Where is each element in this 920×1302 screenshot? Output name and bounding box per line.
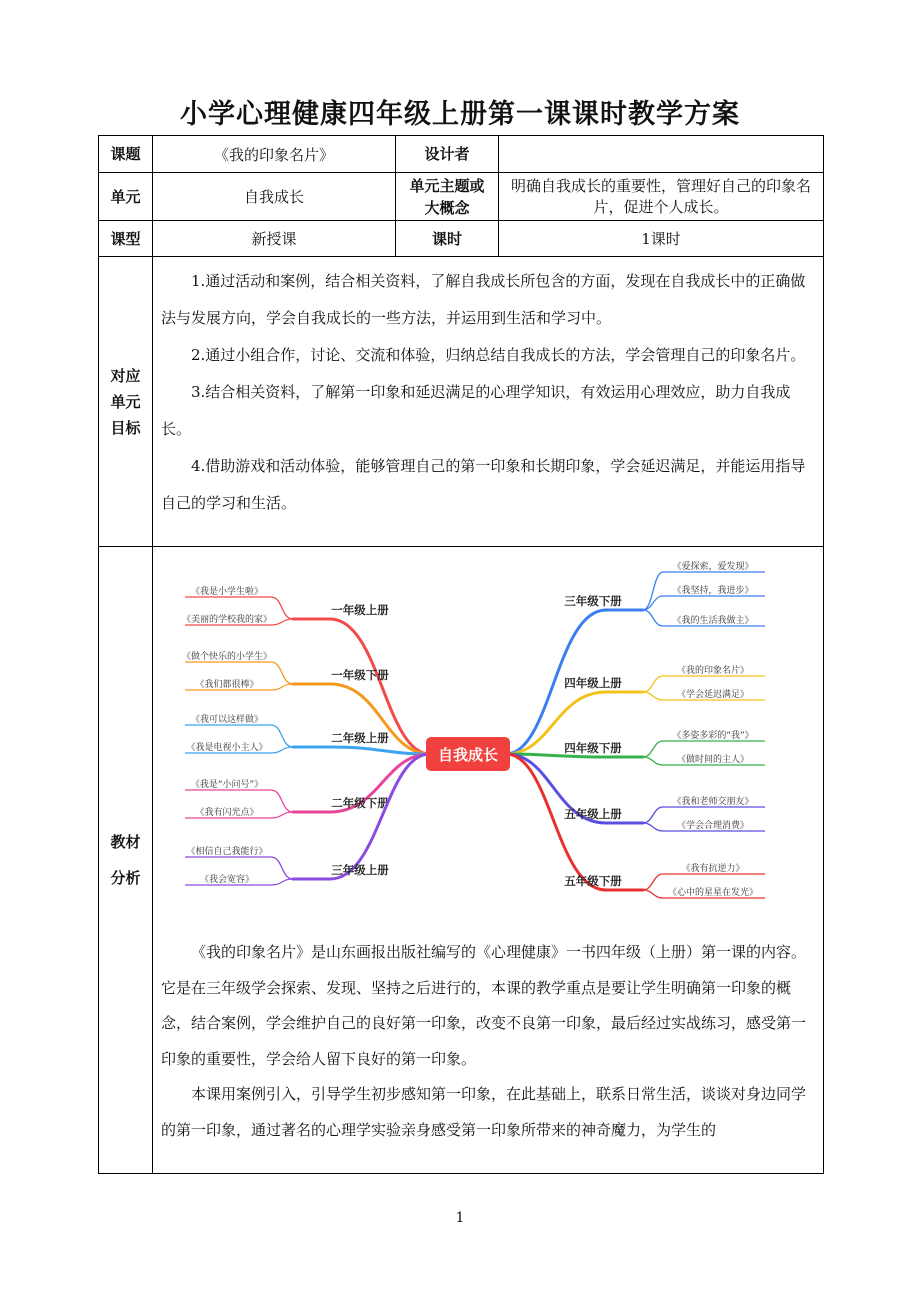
grade-label: 三年级下册: [564, 594, 622, 608]
analysis-content: [153, 547, 824, 1174]
unit-label: 单元: [99, 173, 153, 221]
topic-row: [99, 136, 824, 173]
lesson-label: 《我会宽容》: [199, 875, 255, 885]
lesson-label: 《我坚持，我进步》: [672, 586, 754, 596]
type-label: 课型: [99, 221, 153, 257]
hours-label: 课时: [396, 221, 499, 257]
type-value: 新授课: [153, 221, 396, 257]
lesson-label: 《我们都很棒》: [195, 680, 259, 690]
lesson-label: 《我的生活我做主》: [672, 616, 754, 626]
unit-theme-value: 明确自我成长的重要性，管理好自己的印象名片，促进个人成长。: [499, 173, 824, 221]
analysis-paragraph: 《我的印象名片》是山东画报出版社编写的《心理健康》一书四年级（上册）第一课的内容。它是在三年级学会探索、发现、坚持之后进行的，本课的教学重点是要让学生明确第一印象的概念，结合案例，学会维护自己的良好第一印象，改变不良第一印象，最后经过实战练习，感受第一印象的重要性，学会给人留下良好的第一印象。: [161, 943, 807, 1068]
page-number: 1: [455, 1210, 465, 1226]
lesson-label: 《我有抗逆力》: [681, 864, 745, 874]
grade-label: 四年级下册: [564, 741, 622, 755]
grade-label: 一年级下册: [331, 668, 389, 682]
center-label: 自我成长: [437, 746, 499, 764]
goal-item: 1.通过活动和案例，结合相关资料，了解自我成长所包含的方面，发现在自我成长中的正确做法与发展方向，学会自我成长的一些方法，并运用到生活和学习中。: [161, 272, 806, 327]
analysis-row: [99, 547, 824, 1174]
lesson-label: 《做时间的主人》: [676, 755, 750, 765]
grade-label: 二年级下册: [331, 796, 389, 810]
grade-label: 一年级上册: [331, 603, 389, 617]
goal-item: 4.借助游戏和活动体验，能够管理自己的第一印象和长期印象，学会延迟满足，并能运用指导自己的学习和生活。: [161, 457, 806, 512]
grade-label: 二年级上册: [331, 731, 389, 745]
branch-line: [293, 754, 430, 879]
lesson-label: 《做个快乐的小学生》: [181, 652, 273, 662]
topic-label: 课题: [99, 136, 153, 173]
goals-label: 对应单元目标: [99, 257, 153, 547]
type-row: [99, 221, 824, 257]
goals-content: [153, 257, 824, 547]
grade-label: 三年级上册: [331, 863, 389, 877]
goals-row: [99, 257, 824, 547]
lesson-label: 《相信自己我能行》: [186, 847, 268, 857]
unit-theme-label: 单元主题或大概念: [396, 173, 499, 221]
analysis-label: [99, 547, 153, 1174]
designer-label: 设计者: [396, 136, 499, 173]
lesson-label: 《美丽的学校我的家》: [181, 615, 273, 625]
unit-value: 自我成长: [153, 173, 396, 221]
goal-item: 3.结合相关资料，了解第一印象和延迟满足的心理学知识，有效运用心理效应，助力自我成长。: [161, 383, 791, 438]
lesson-label: 《多姿多彩的“我”》: [672, 731, 754, 741]
lesson-label: 《我可以这样做》: [190, 715, 264, 725]
grade-label: 四年级上册: [564, 676, 622, 690]
page-title: 小学心理健康四年级上册第一课课时教学方案: [180, 99, 740, 130]
lesson-label: 《我和老师交朋友》: [672, 797, 754, 807]
goal-item: 2.通过小组合作，讨论、交流和体验，归纳总结自我成长的方法，学会管理自己的印象名片。: [191, 346, 806, 364]
lesson-label: 《我是小学生啦》: [190, 587, 264, 597]
lesson-label: 《学会合理消费》: [676, 821, 750, 831]
analysis-label-line-1: 教材: [110, 833, 141, 851]
unit-row: [99, 173, 824, 221]
analysis-label-line-2: 分析: [110, 869, 141, 887]
leaf-line: [643, 596, 765, 610]
lesson-label: 《我有闪光点》: [195, 808, 259, 818]
lesson-label: 《心中的星星在发光》: [667, 888, 759, 898]
mind-map-svg: [153, 547, 822, 935]
mind-map: [153, 547, 823, 935]
grade-label: 五年级下册: [564, 874, 622, 888]
lesson-label: 《我的印象名片》: [676, 666, 750, 676]
lesson-label: 《爱探索，爱发现》: [672, 562, 754, 572]
grade-label: 五年级上册: [564, 807, 622, 821]
analysis-paragraph: 本课用案例引入，引导学生初步感知第一印象，在此基础上，联系日常生活，谈谈对身边同学的第一印象，通过著名的心理学实验亲身感受第一印象所带来的神奇魔力，为学生的: [161, 1085, 807, 1139]
lesson-label: 《我是电视小主人》: [186, 743, 268, 753]
designer-value: [499, 136, 824, 173]
topic-value: 《我的印象名片》: [153, 136, 396, 173]
lesson-plan-table: [98, 135, 824, 1174]
hours-value: 1课时: [499, 221, 824, 257]
lesson-label: 《我是“小问号”》: [190, 780, 264, 790]
lesson-label: 《学会延迟满足》: [676, 690, 750, 700]
